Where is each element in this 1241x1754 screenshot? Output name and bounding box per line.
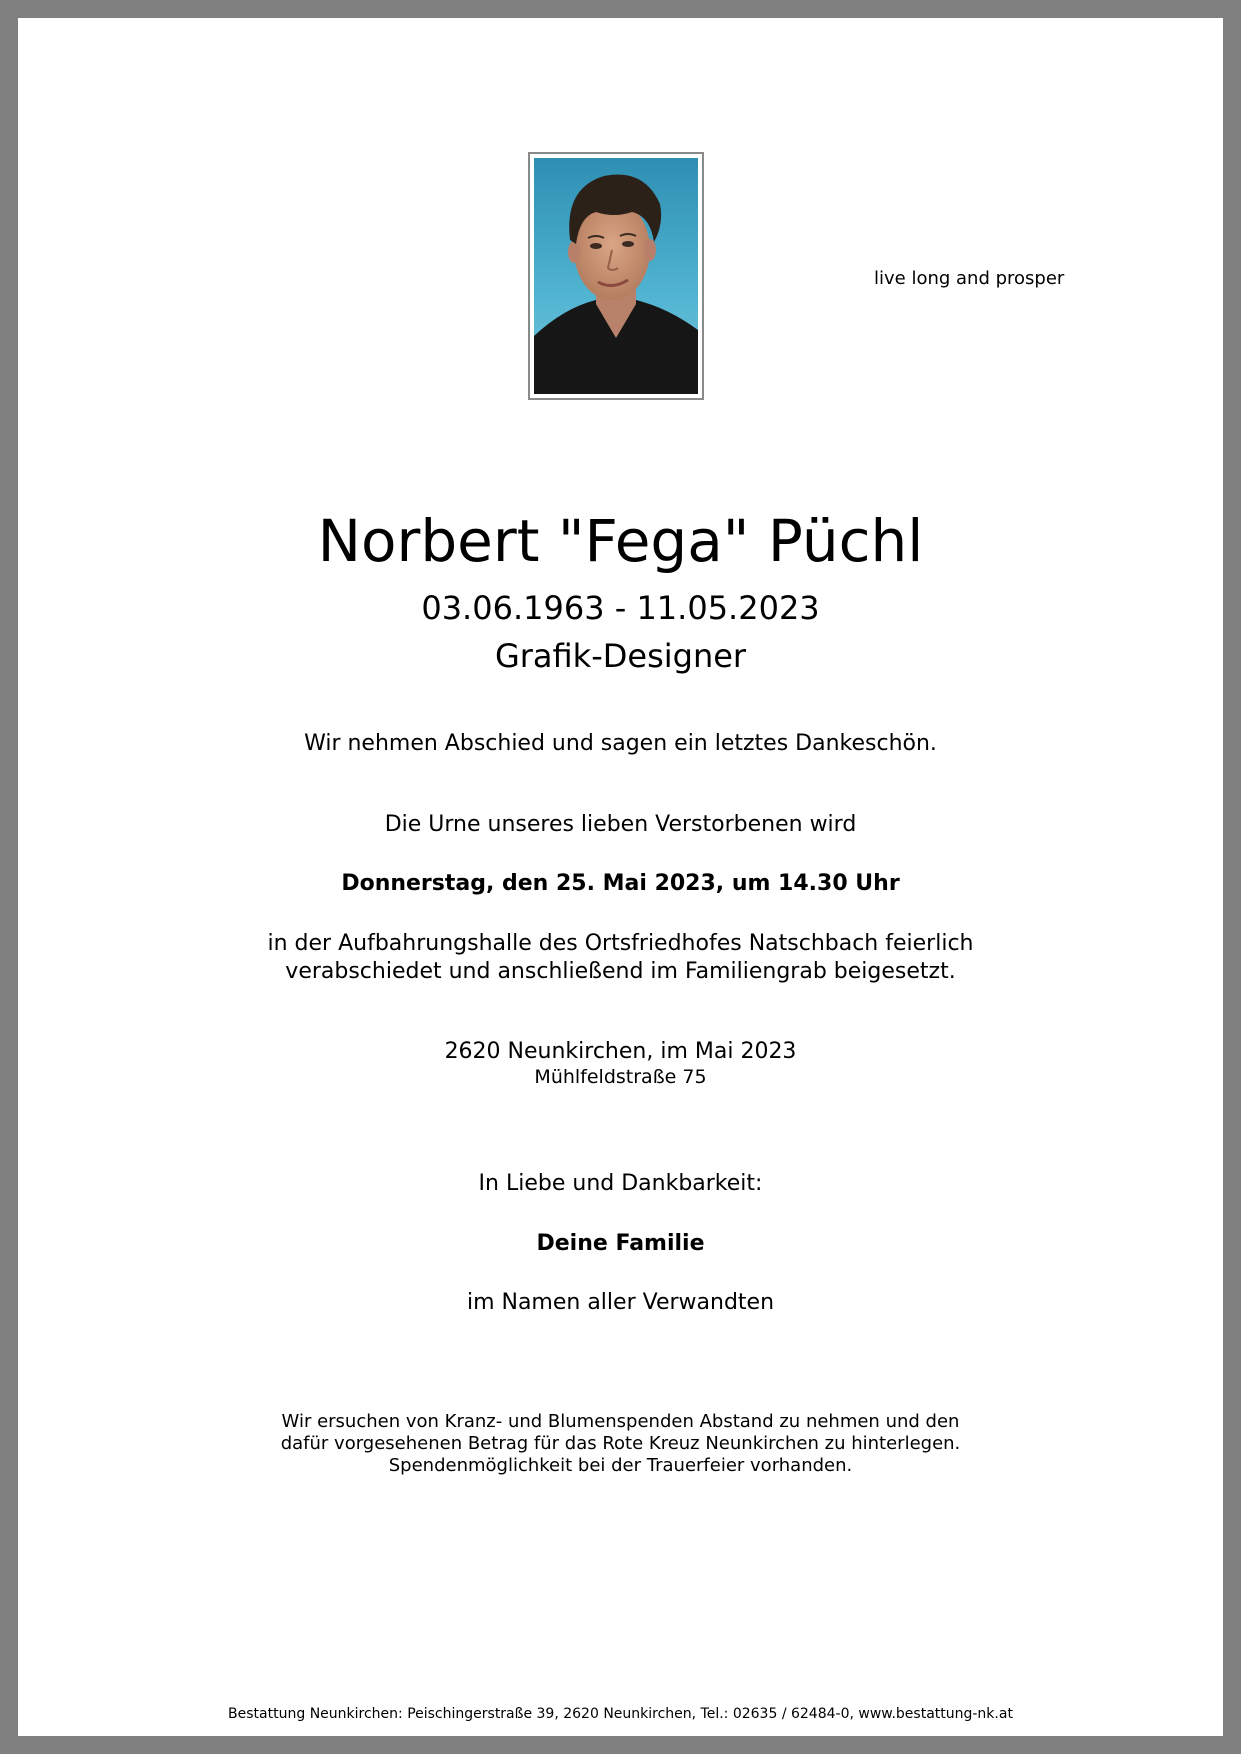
urn-intro-text: Die Urne unseres lieben Verstorbenen wird [384, 812, 857, 837]
donation-note-line-3: Spendenmöglichkeit bei der Trauerfeier vorhanden. [388, 1455, 853, 1476]
portrait-photo-icon [534, 158, 698, 394]
ceremony-place-line-2: verabschiedet und anschließend im Familiengrab beigesetzt. [285, 959, 956, 984]
love-gratitude-line: In Liebe und Dankbarkeit: [478, 1171, 763, 1196]
profession: Grafik-Designer [494, 637, 747, 675]
street-address: Mühlfeldstraße 75 [534, 1066, 707, 1088]
deceased-name: Norbert "Fega" Püchl [317, 507, 924, 575]
life-dates: 03.06.1963 - 11.05.2023 [421, 589, 820, 627]
portrait-photo [528, 152, 704, 400]
ceremony-date: Donnerstag, den 25. Mai 2023, um 14.30 Uhr [341, 871, 900, 896]
ceremony-place-line-1: in der Aufbahrungshalle des Ortsfriedhofes Natschbach feierlich [267, 931, 974, 956]
obituary-page [18, 18, 1223, 1736]
family-signature: Deine Familie [536, 1231, 705, 1256]
farewell-text: Wir nehmen Abschied und sagen ein letztes Dankeschön. [304, 731, 937, 756]
relatives-line: im Namen aller Verwandten [466, 1290, 775, 1315]
funeral-home-footer: Bestattung Neunkirchen: Peischingerstraße 39, 2620 Neunkirchen, Tel.: 02635 / 62484-0, www.bestattung-nk.at [228, 1706, 1013, 1722]
donation-note-line-2: dafür vorgesehenen Betrag für das Rote Kreuz Neunkirchen zu hinterlegen. [280, 1433, 961, 1454]
donation-note-line-1: Wir ersuchen von Kranz- und Blumenspenden Abstand zu nehmen und den [281, 1411, 960, 1432]
motto-text: live long and prosper [874, 268, 1065, 289]
location-date: 2620 Neunkirchen, im Mai 2023 [444, 1039, 797, 1064]
